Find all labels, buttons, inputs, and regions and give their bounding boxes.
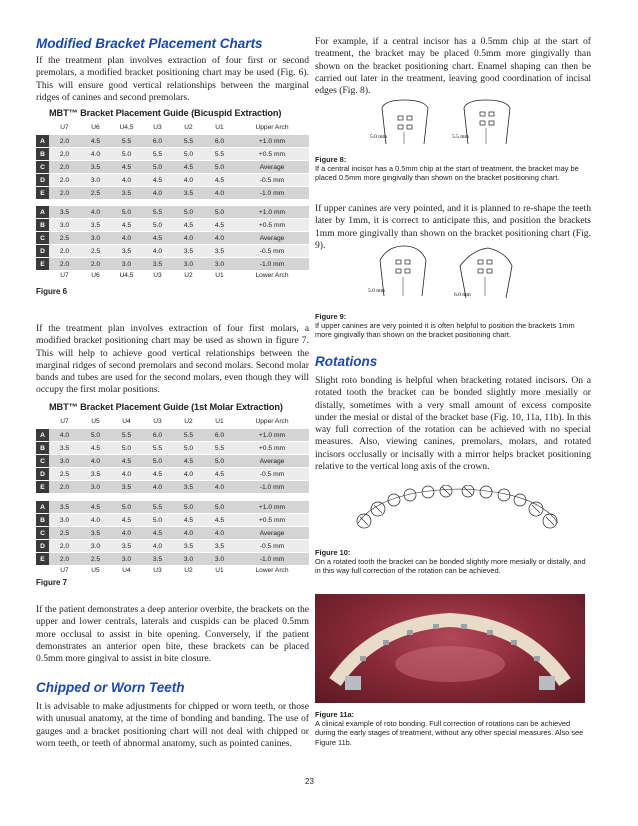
- table-cell: 5.5: [173, 135, 204, 148]
- table-cell: 4.5: [204, 174, 235, 187]
- table-cell: 5.0: [173, 501, 204, 514]
- table-cell: 2.0: [49, 258, 80, 271]
- row-label: E: [36, 481, 49, 494]
- chipped-paragraph: It is advisable to make adjustments for chipped or worn teeth, or those with unusual anatomy, at the time of bonding and banding. The use of gauges and a bracket positioning chart will not deal with chipped or worn teeth, or teeth of abnormal anatomy, such as pointed canines.: [36, 701, 309, 749]
- table-cell: 3.5: [173, 187, 204, 200]
- table-cell: 6.0: [204, 135, 235, 148]
- table-cell: 2.0: [49, 540, 80, 553]
- table-cell: 6.0: [142, 135, 173, 148]
- table-cell: 3.5: [204, 540, 235, 553]
- column-header: U3: [153, 124, 162, 131]
- table-row: [36, 219, 309, 232]
- table-cell: 3.0: [49, 219, 80, 232]
- table-row: [36, 481, 309, 494]
- column-header: Lower Arch: [255, 567, 289, 574]
- table-cell: Average: [235, 455, 309, 468]
- table-cell: 4.0: [80, 455, 111, 468]
- table-cell: 4.5: [111, 161, 142, 174]
- table-cell: 3.0: [80, 174, 111, 187]
- table-row: [36, 258, 309, 271]
- table-cell: 4.0: [142, 540, 173, 553]
- table-cell: 3.5: [111, 481, 142, 494]
- table-cell: 5.0: [142, 514, 173, 527]
- figure10-caption: [315, 548, 591, 576]
- table-row: [36, 514, 309, 527]
- table-cell: 5.5: [204, 148, 235, 161]
- table-cell: 3.5: [173, 481, 204, 494]
- column-header: U2: [184, 567, 193, 574]
- table-cell: 2.5: [80, 553, 111, 566]
- overbite-paragraph: If the patient demonstrates a deep anterior overbite, the brackets on the upper and lower centrals, laterals and cuspids can be placed 0.5mm more occlusal to assist in bite opening. Conversely, if the patient demonstrates an anterior open bite, these brackets can be placed 0.5mm more gingival to assist in bite closure.: [36, 604, 309, 665]
- table-cell: 3.5: [142, 258, 173, 271]
- row-label: C: [36, 527, 49, 540]
- table-cell: 4.5: [142, 174, 173, 187]
- fig8-right-measure: 5.5 mm: [452, 134, 469, 140]
- table2-lower-header: [36, 567, 309, 577]
- table-cell: +0.5 mm: [235, 148, 309, 161]
- table-row: [36, 455, 309, 468]
- column-header: U1: [215, 418, 224, 425]
- table-cell: 3.0: [49, 455, 80, 468]
- table-row: [36, 161, 309, 174]
- table-cell: 3.0: [49, 514, 80, 527]
- table-cell: -1.0 mm: [235, 187, 309, 200]
- table-cell: 4.5: [142, 232, 173, 245]
- figure11a-photo: [315, 594, 585, 703]
- table-cell: 5.0: [142, 455, 173, 468]
- table-cell: 5.5: [142, 206, 173, 219]
- table2-title: MBT™ Bracket Placement Guide (1st Molar Extraction): [49, 402, 283, 412]
- table-cell: 3.5: [204, 245, 235, 258]
- table-cell: 5.0: [204, 455, 235, 468]
- table-cell: 3.0: [80, 481, 111, 494]
- table-cell: 4.0: [204, 187, 235, 200]
- table-cell: 4.5: [111, 219, 142, 232]
- figure8-diagram: [360, 98, 532, 148]
- table-cell: +0.5 mm: [235, 442, 309, 455]
- table-cell: 3.5: [142, 553, 173, 566]
- table-cell: -0.5 mm: [235, 174, 309, 187]
- table-cell: 5.5: [173, 429, 204, 442]
- table-cell: 2.0: [49, 148, 80, 161]
- table-cell: 3.5: [111, 540, 142, 553]
- table-cell: +1.0 mm: [235, 206, 309, 219]
- table-cell: 3.5: [80, 527, 111, 540]
- row-label: E: [36, 187, 49, 200]
- example-paragraph: For example, if a central incisor has a 0.5mm chip at the start of treatment, the bracket may be placed 0.5mm more gingivally than shown on the bracket positioning chart. Enamel shaping can then be carried out later in the treatment, leaving good coordination of incisal edges (Fig. 8).: [315, 36, 591, 97]
- figure8-text: If a central incisor has a 0.5mm chip at the start of treatment, the bracket may be placed 0.5mm more gingivally than shown on the bracket positioning chart.: [315, 164, 579, 183]
- table-cell: 4.5: [142, 527, 173, 540]
- table-cell: 4.5: [173, 455, 204, 468]
- table-cell: 4.5: [204, 514, 235, 527]
- table-cell: 4.0: [173, 527, 204, 540]
- row-label: B: [36, 442, 49, 455]
- canine-paragraph: If upper canines are very pointed, and it is planned to re-shape the teeth later by 1mm, it is correct to anticipate this, and position the brackets 1mm more gingivally than shown on the bracket positioning chart (Fig. 9).: [315, 203, 591, 251]
- figure11a-caption: [315, 710, 591, 747]
- table-cell: 5.0: [111, 206, 142, 219]
- row-label: B: [36, 148, 49, 161]
- table-cell: +1.0 mm: [235, 135, 309, 148]
- table-cell: 4.5: [173, 161, 204, 174]
- table-cell: 4.0: [204, 232, 235, 245]
- figure8-caption: [315, 155, 591, 183]
- column-header: U7: [60, 272, 69, 279]
- table-cell: 4.0: [111, 232, 142, 245]
- table-cell: 4.0: [111, 527, 142, 540]
- column-header: U3: [153, 272, 162, 279]
- table-cell: 2.5: [49, 232, 80, 245]
- figure8-label: Figure 8:: [315, 155, 347, 164]
- row-label: B: [36, 219, 49, 232]
- figure11a-label: Figure 11a:: [315, 710, 355, 719]
- table-cell: 5.0: [142, 161, 173, 174]
- rotation-markers: [360, 487, 554, 525]
- canine-outline-right: [460, 248, 512, 298]
- table-cell: 5.0: [111, 501, 142, 514]
- table-cell: Average: [235, 527, 309, 540]
- modified-heading: Modified Bracket Placement Charts: [36, 36, 263, 51]
- table-cell: 2.0: [49, 135, 80, 148]
- column-header: U5: [91, 567, 100, 574]
- column-header: U2: [184, 124, 193, 131]
- bracket-right: [480, 112, 494, 125]
- table2-upper: [36, 428, 309, 494]
- table-cell: 5.0: [111, 442, 142, 455]
- canine-bracket-right: [478, 260, 492, 273]
- table-cell: 4.5: [204, 219, 235, 232]
- table-cell: 3.5: [80, 468, 111, 481]
- table-cell: 5.5: [111, 135, 142, 148]
- column-header: U4,5: [119, 272, 134, 279]
- table-cell: 4.5: [142, 468, 173, 481]
- row-label: A: [36, 206, 49, 219]
- table-cell: 5.0: [142, 219, 173, 232]
- row-label: B: [36, 514, 49, 527]
- row-label: A: [36, 501, 49, 514]
- figure6-label: Figure 6: [36, 287, 68, 296]
- row-label: D: [36, 245, 49, 258]
- table-row: [36, 187, 309, 200]
- table-cell: 4.0: [204, 527, 235, 540]
- table-cell: 4.0: [80, 206, 111, 219]
- table-cell: 5.5: [142, 442, 173, 455]
- table-cell: 4.0: [142, 245, 173, 258]
- table-cell: -0.5 mm: [235, 468, 309, 481]
- table-cell: 5.0: [111, 148, 142, 161]
- table-cell: 4.0: [173, 174, 204, 187]
- row-label: D: [36, 540, 49, 553]
- table-cell: 5.5: [142, 148, 173, 161]
- table-cell: 5.0: [204, 161, 235, 174]
- table-cell: 5.0: [80, 429, 111, 442]
- table-cell: 4.5: [80, 135, 111, 148]
- table-cell: 2.5: [49, 527, 80, 540]
- table-row: [36, 540, 309, 553]
- table1-upper-header: [36, 124, 309, 134]
- table-cell: -1.0 mm: [235, 481, 309, 494]
- column-header: U2: [184, 418, 193, 425]
- table-cell: 3.5: [80, 219, 111, 232]
- table-cell: 2.0: [49, 174, 80, 187]
- table-cell: 4.5: [173, 514, 204, 527]
- column-header: U5: [91, 418, 100, 425]
- fig8-left-measure: 5.0 mm: [370, 134, 387, 140]
- table2-lower: [36, 500, 309, 566]
- table-cell: 3.5: [49, 206, 80, 219]
- page-number: 23: [305, 777, 314, 786]
- column-header: U6: [91, 272, 100, 279]
- column-header: U6: [91, 124, 100, 131]
- table-cell: 6.0: [142, 429, 173, 442]
- column-header: U3: [153, 418, 162, 425]
- table-cell: 4.0: [142, 187, 173, 200]
- rotations-heading: Rotations: [315, 354, 378, 369]
- table-cell: 4.0: [80, 148, 111, 161]
- table-row: [36, 174, 309, 187]
- table-cell: -0.5 mm: [235, 540, 309, 553]
- table-cell: 4.5: [80, 501, 111, 514]
- chipped-heading: Chipped or Worn Teeth: [36, 680, 185, 695]
- column-header: U1: [215, 124, 224, 131]
- table-cell: 5.0: [204, 206, 235, 219]
- canine-bracket-left: [396, 260, 410, 273]
- molar-paragraph: If the treatment plan involves extraction of four first molars, a modified bracket positioning chart may be used as shown in figure 7. This will help to achieve good vertical relationships between the marginal ridges of second premolars and second molars. Second molar bands and tubes are used for the second molars, even though they will occupy the first molar positions.: [36, 323, 309, 396]
- tooth-outline-right: [464, 100, 510, 144]
- column-header: U7: [60, 124, 69, 131]
- table-cell: 3.0: [173, 258, 204, 271]
- column-header: U1: [215, 272, 224, 279]
- table-cell: +1.0 mm: [235, 501, 309, 514]
- figure9-caption: [315, 312, 591, 340]
- figure9-label: Figure 9:: [315, 312, 347, 321]
- table-cell: 3.5: [80, 161, 111, 174]
- column-header: U4: [122, 567, 131, 574]
- table-cell: 4.0: [142, 481, 173, 494]
- tooth-outline-left: [382, 100, 428, 144]
- figure9-diagram: [360, 244, 532, 300]
- table-cell: 4.0: [173, 468, 204, 481]
- table-cell: 3.5: [173, 540, 204, 553]
- column-header: U4,5: [119, 124, 134, 131]
- table-cell: 6.0: [204, 429, 235, 442]
- table1-lower-header: [36, 272, 309, 282]
- figure10-diagram: [350, 485, 565, 537]
- column-header: Lower Arch: [255, 272, 289, 279]
- table1-title: MBT™ Bracket Placement Guide (Bicuspid Extraction): [49, 108, 282, 118]
- table-cell: 3.5: [49, 501, 80, 514]
- column-header: U7: [60, 567, 69, 574]
- fig9-right-measure: 6.0 mm: [454, 292, 471, 298]
- table-cell: 3.5: [111, 187, 142, 200]
- row-label: A: [36, 135, 49, 148]
- row-label: C: [36, 232, 49, 245]
- row-label: D: [36, 174, 49, 187]
- table-cell: Average: [235, 232, 309, 245]
- column-header: Upper Arch: [255, 124, 289, 131]
- table-cell: 2.0: [49, 245, 80, 258]
- table-cell: 3.0: [173, 553, 204, 566]
- table-cell: 2.0: [49, 553, 80, 566]
- table-cell: 5.0: [173, 206, 204, 219]
- table-cell: 3.5: [173, 245, 204, 258]
- column-header: U3: [153, 567, 162, 574]
- table-cell: Average: [235, 161, 309, 174]
- table1-upper: [36, 134, 309, 200]
- table-cell: 5.0: [173, 442, 204, 455]
- table-cell: 4.0: [111, 468, 142, 481]
- column-header: U1: [215, 567, 224, 574]
- table-cell: 4.0: [49, 429, 80, 442]
- dental-arch: [358, 489, 558, 523]
- table-cell: 3.0: [204, 258, 235, 271]
- table-cell: 2.5: [49, 468, 80, 481]
- figure9-text: If upper canines are very pointed it is often helpful to position the brackets 1mm more gingivally than shown on the bracket positioning chart.: [315, 321, 575, 340]
- table-cell: 4.0: [173, 232, 204, 245]
- table-cell: 2.5: [80, 187, 111, 200]
- table-cell: 4.0: [111, 174, 142, 187]
- table-row: [36, 527, 309, 540]
- table1-lower: [36, 205, 309, 271]
- table-cell: 2.0: [49, 187, 80, 200]
- figure10-text: On a rotated tooth the bracket can be bonded slightly more mesially or distally, and in this way full correction of the rotation can be achieved.: [315, 557, 586, 576]
- table-cell: 3.0: [80, 232, 111, 245]
- figure7-label: Figure 7: [36, 578, 68, 587]
- table-row: [36, 135, 309, 148]
- table-cell: 4.5: [173, 219, 204, 232]
- table-cell: 3.0: [111, 553, 142, 566]
- table-cell: 4.5: [204, 468, 235, 481]
- arch-teeth: [357, 485, 557, 528]
- table-cell: 3.0: [111, 258, 142, 271]
- bracket-left: [398, 116, 412, 129]
- table-cell: 4.0: [80, 514, 111, 527]
- table2-upper-header: [36, 418, 309, 428]
- row-label: A: [36, 429, 49, 442]
- table-row: [36, 429, 309, 442]
- table-row: [36, 232, 309, 245]
- table-cell: -0.5 mm: [235, 245, 309, 258]
- row-label: D: [36, 468, 49, 481]
- column-header: U2: [184, 272, 193, 279]
- table-row: [36, 553, 309, 566]
- row-label: E: [36, 258, 49, 271]
- row-label: C: [36, 455, 49, 468]
- column-header: Upper Arch: [255, 418, 289, 425]
- table-cell: +0.5 mm: [235, 514, 309, 527]
- row-label: C: [36, 161, 49, 174]
- table-cell: 4.5: [111, 514, 142, 527]
- table-cell: +0.5 mm: [235, 219, 309, 232]
- table-cell: 5.0: [173, 148, 204, 161]
- table-row: [36, 148, 309, 161]
- table-cell: 2.0: [80, 258, 111, 271]
- table-row: [36, 501, 309, 514]
- fig9-left-measure: 5.0 mm: [368, 288, 385, 294]
- table-cell: 4.5: [80, 442, 111, 455]
- table-row: [36, 206, 309, 219]
- table-cell: 5.5: [142, 501, 173, 514]
- table-cell: 3.0: [204, 553, 235, 566]
- table-cell: -1.0 mm: [235, 258, 309, 271]
- table-cell: 4.5: [111, 455, 142, 468]
- column-header: U4: [122, 418, 131, 425]
- table-cell: 5.5: [204, 442, 235, 455]
- table-row: [36, 468, 309, 481]
- photo-teeth: [315, 594, 585, 703]
- figure11a-text: A clinical example of roto bonding. Full correction of rotations can be achieved during the early stages of treatment, without any other special measures. Also see Figure 11b.: [315, 719, 584, 747]
- rotations-paragraph: Slight roto bonding is helpful when bracketing rotated incisors. On a rotated tooth the bracket can be bonded slightly more mesially or distally, sometimes with a very small amount of excess composite under the mesial or distal of the bracket base (Fig. 10, 11a, 11b). In this way full correction of the rotation can be achieved with no special measures. Also, viewing canines, premolars, molars, and rotated incisors occlusally or incisally with a mirror helps bracket positioning relative to the vertical long axis of the crown.: [315, 375, 591, 473]
- table-cell: 3.0: [80, 540, 111, 553]
- modified-paragraph: If the treatment plan involves extraction of four first or second premolars, a modified bracket positioning chart may be used (Fig. 6). This will ensure good vertical relationships between the marginal ridges of canines and second premolars.: [36, 55, 309, 103]
- table-cell: 4.0: [204, 481, 235, 494]
- table-row: [36, 245, 309, 258]
- table-cell: 5.5: [111, 429, 142, 442]
- table-cell: 3.5: [49, 442, 80, 455]
- table-row: [36, 442, 309, 455]
- table-cell: 3.5: [111, 245, 142, 258]
- table-cell: 2.0: [49, 161, 80, 174]
- table-cell: 5.0: [204, 501, 235, 514]
- figure10-label: Figure 10:: [315, 548, 351, 557]
- table-cell: -1.0 mm: [235, 553, 309, 566]
- table-cell: 2.0: [49, 481, 80, 494]
- column-header: U7: [60, 418, 69, 425]
- row-label: E: [36, 553, 49, 566]
- table-cell: +1.0 mm: [235, 429, 309, 442]
- table-cell: 2.5: [80, 245, 111, 258]
